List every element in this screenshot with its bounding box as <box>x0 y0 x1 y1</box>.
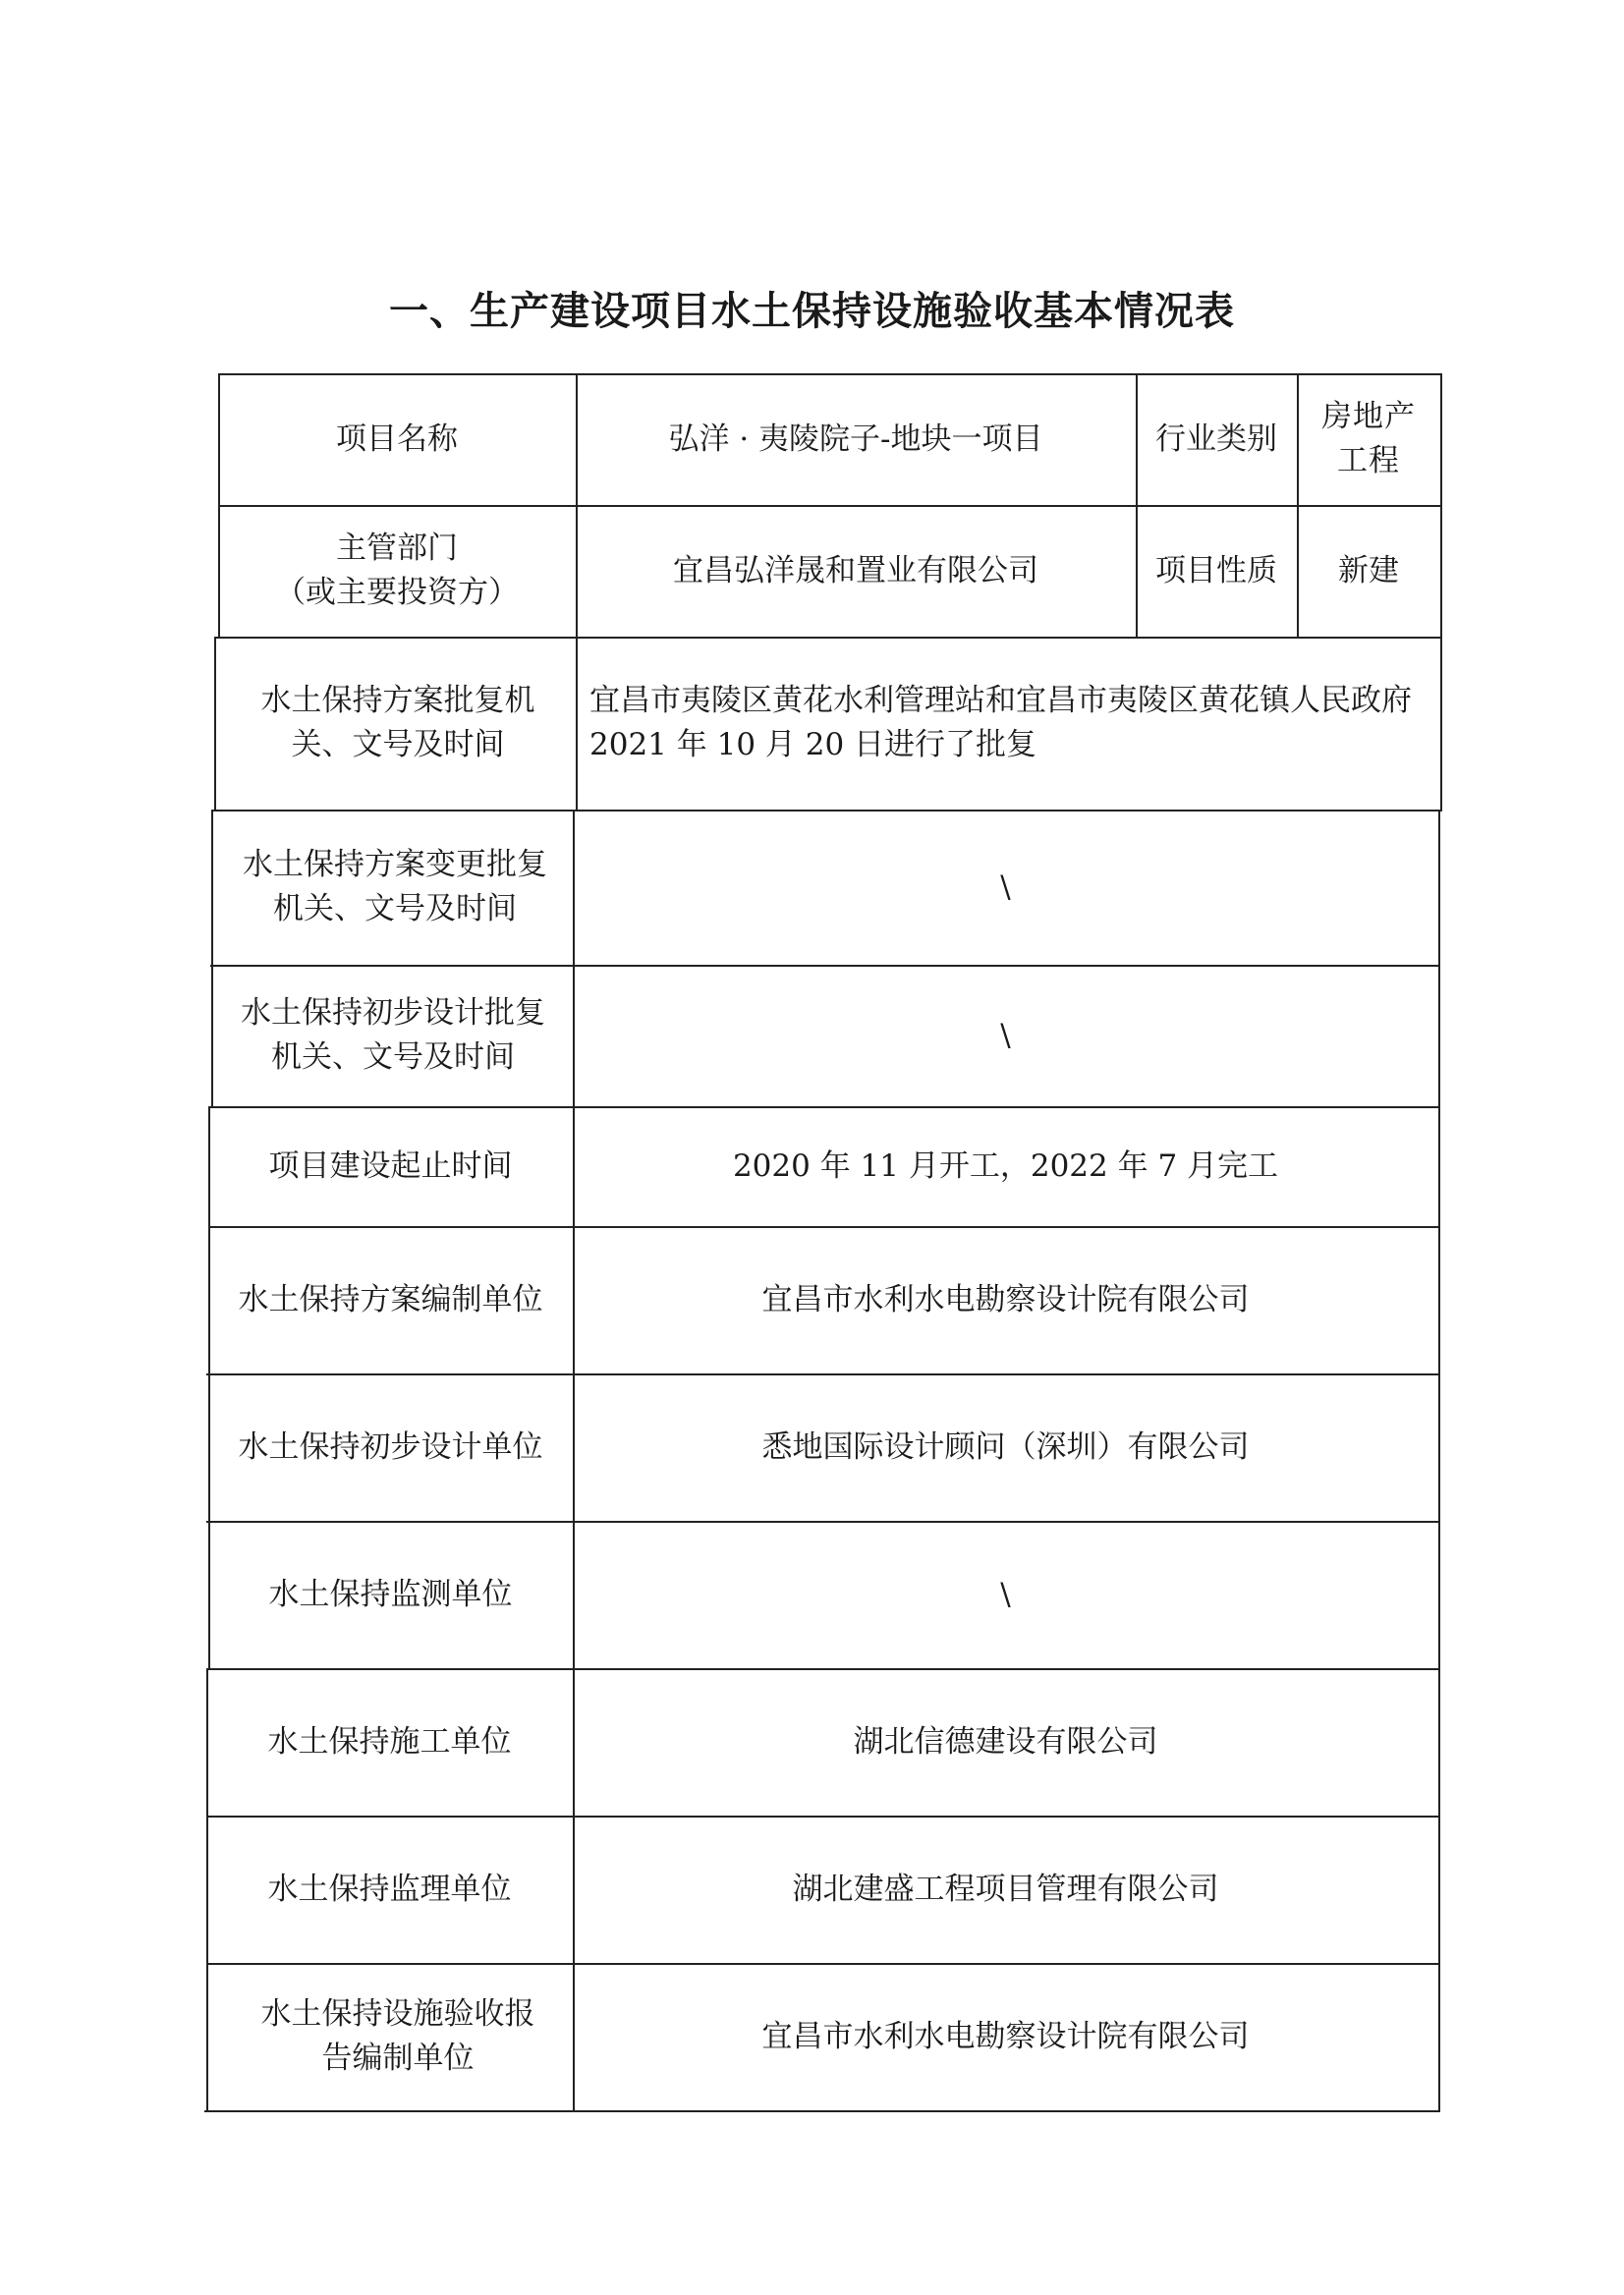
value-department: 宜昌弘洋晟和置业有限公司 <box>673 552 1038 588</box>
label-plan-approval: 水土保持方案批复机关、文号及时间 <box>260 683 535 762</box>
label-plan-compiler: 水土保持方案编制单位 <box>238 1281 543 1317</box>
label-project-nature: 项目性质 <box>1155 552 1277 588</box>
value-acceptance-report-unit: 宜昌市水利水电勘察设计院有限公司 <box>761 2018 1250 2054</box>
table-border <box>211 810 213 1106</box>
value-industry: 房地产工程 <box>1321 399 1416 478</box>
value-design-unit: 悉地国际设计顾问（深圳）有限公司 <box>761 1428 1250 1465</box>
value-project-name: 弘洋 · 夷陵院子-地块一项目 <box>668 420 1043 457</box>
value-plan-change-approval: \ <box>1000 868 1011 905</box>
label-supervision-unit: 水土保持监理单位 <box>267 1871 512 1907</box>
table-border <box>1438 810 1440 2112</box>
value-plan-compiler: 宜昌市水利水电勘察设计院有限公司 <box>761 1281 1250 1317</box>
value-supervision-unit: 湖北建盛工程项目管理有限公司 <box>792 1871 1219 1907</box>
table-border <box>1440 373 1442 810</box>
value-design-approval: \ <box>1000 1017 1011 1053</box>
label-plan-change-approval: 水土保持方案变更批复机关、文号及时间 <box>243 847 547 926</box>
label-department: 主管部门 （或主要投资方） <box>275 531 519 610</box>
label-construction-unit: 水土保持施工单位 <box>267 1723 512 1760</box>
label-acceptance-report-unit: 水土保持设施验收报告编制单位 <box>260 1996 535 2076</box>
label-design-unit: 水土保持初步设计单位 <box>238 1428 543 1465</box>
value-monitoring-unit: \ <box>1000 1576 1011 1612</box>
value-plan-approval: 宜昌市夷陵区黄花水利管理站和宜昌市夷陵区黄花镇人民政府 2021 年 10 月 20 日进行了批复 <box>589 683 1412 762</box>
label-construction-period: 项目建设起止时间 <box>268 1148 513 1184</box>
label-design-approval: 水土保持初步设计批复机关、文号及时间 <box>241 995 545 1075</box>
label-monitoring-unit: 水土保持监测单位 <box>268 1576 513 1612</box>
value-project-nature: 新建 <box>1338 552 1399 588</box>
table-border <box>214 637 216 810</box>
value-construction-period: 2020 年 11 月开工，2022 年 7 月完工 <box>732 1148 1279 1184</box>
label-project-name: 项目名称 <box>336 420 458 457</box>
page-title: 一、生产建设项目水土保持设施验收基本情况表 <box>389 289 1235 334</box>
table-border <box>204 2110 1438 2112</box>
label-industry: 行业类别 <box>1155 420 1277 457</box>
value-construction-unit: 湖北信德建设有限公司 <box>853 1723 1158 1760</box>
